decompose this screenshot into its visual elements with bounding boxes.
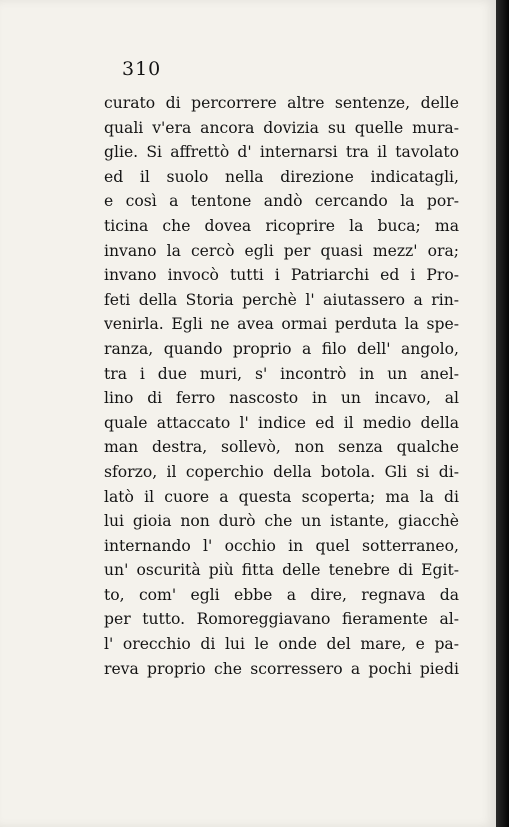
page-number: 310 xyxy=(122,58,162,80)
text-line: tra i due muri, s' incontrò in un anel- xyxy=(104,364,459,383)
text-line: invano la cercò egli per quasi mezz' ora; xyxy=(104,241,459,260)
text-line: glie. Si affrettò d' internarsi tra il tavolato xyxy=(104,143,459,162)
text-line: quale attaccato l' indice ed il medio della xyxy=(104,413,459,432)
text-line: internando l' occhio in quel sotterraneo, xyxy=(104,536,459,555)
text-line: feti della Storia perchè l' aiutassero a rin- xyxy=(104,290,459,309)
text-line: sforzo, il coperchio della botola. Gli si di- xyxy=(104,462,459,481)
text-line: invano invocò tutti i Patriarchi ed i Pro- xyxy=(104,266,459,285)
text-line: venirla. Egli ne avea ormai perduta la spe- xyxy=(104,315,459,334)
text-line: un' oscurità più fitta delle tenebre di Egit- xyxy=(104,561,459,580)
text-line: e così a tentone andò cercando la por- xyxy=(104,192,459,211)
book-spine-edge xyxy=(496,0,509,827)
text-line: per tutto. Romoreggiavano fieramente al- xyxy=(104,610,459,629)
text-line: curato di percorrere altre sentenze, delle xyxy=(104,94,459,112)
text-line: lui gioia non durò che un istante, giacchè xyxy=(104,512,459,531)
text-line: to, com' egli ebbe a dire, regnava da xyxy=(104,585,459,604)
text-line: reva proprio che scorressero a pochi piedi xyxy=(104,659,459,678)
text-line: ticina che dovea ricoprire la buca; ma xyxy=(104,216,459,235)
text-line: l' orecchio di lui le onde del mare, e pa- xyxy=(104,635,459,654)
text-line: ed il suolo nella direzione indicatagli, xyxy=(104,167,459,186)
text-line: lino di ferro nascosto in un incavo, al xyxy=(104,389,459,408)
text-line: man destra, sollevò, non senza qualche xyxy=(104,438,459,457)
text-line: ranza, quando proprio a filo dell' angolo, xyxy=(104,339,459,358)
text-line: quali v'era ancora dovizia su quelle mura- xyxy=(104,118,459,137)
body-text xyxy=(104,91,459,681)
text-line: latò il cuore a questa scoperta; ma la di xyxy=(104,487,459,506)
